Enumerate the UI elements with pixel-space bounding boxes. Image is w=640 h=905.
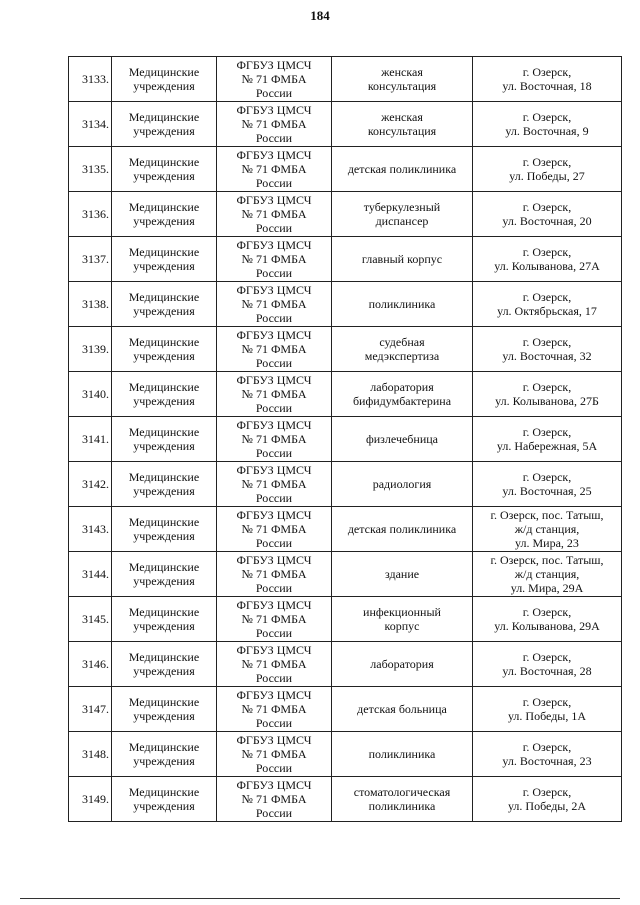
table-row [69,327,622,372]
address-cell: г. Озерск, ул. Победы, 1А [473,687,622,732]
table-row [69,237,622,282]
address-cell: г. Озерск, ул. Восточная, 32 [473,327,622,372]
category-cell: Медицинские учреждения [112,552,217,597]
table-row [69,507,622,552]
organization-cell: ФГБУЗ ЦМСЧ № 71 ФМБА России [217,687,332,732]
facility-description-cell: лаборатория [332,642,473,687]
row-number-cell: 3142. [69,462,112,507]
table-row [69,282,622,327]
address-cell: г. Озерск, ул. Восточная, 25 [473,462,622,507]
address-cell: г. Озерск, ул. Победы, 2А [473,777,622,822]
row-number-cell: 3133. [69,57,112,102]
address-cell: г. Озерск, ул. Колыванова, 27Б [473,372,622,417]
category-cell: Медицинские учреждения [112,372,217,417]
organization-cell: ФГБУЗ ЦМСЧ № 71 ФМБА России [217,282,332,327]
table-row [69,552,622,597]
organization-cell: ФГБУЗ ЦМСЧ № 71 ФМБА России [217,462,332,507]
address-cell: г. Озерск, ул. Колыванова, 29А [473,597,622,642]
category-cell: Медицинские учреждения [112,687,217,732]
organization-cell: ФГБУЗ ЦМСЧ № 71 ФМБА России [217,417,332,462]
facility-description-cell: женская консультация [332,57,473,102]
facility-description-cell: здание [332,552,473,597]
organization-cell: ФГБУЗ ЦМСЧ № 71 ФМБА России [217,732,332,777]
category-cell: Медицинские учреждения [112,777,217,822]
organization-cell: ФГБУЗ ЦМСЧ № 71 ФМБА России [217,597,332,642]
address-cell: г. Озерск, ул. Восточная, 23 [473,732,622,777]
organization-cell: ФГБУЗ ЦМСЧ № 71 ФМБА России [217,507,332,552]
facility-description-cell: поликлиника [332,732,473,777]
organization-cell: ФГБУЗ ЦМСЧ № 71 ФМБА России [217,57,332,102]
table-row [69,102,622,147]
address-cell: г. Озерск, ул. Октябрьская, 17 [473,282,622,327]
organization-cell: ФГБУЗ ЦМСЧ № 71 ФМБА России [217,777,332,822]
table-row [69,777,622,822]
row-number-cell: 3140. [69,372,112,417]
facility-description-cell: туберкулезный диспансер [332,192,473,237]
page-number: 184 [310,8,330,23]
table-row [69,57,622,102]
row-number-cell: 3135. [69,147,112,192]
address-cell: г. Озерск, пос. Татыш, ж/д станция, ул. Мира, 23 [473,507,622,552]
category-cell: Медицинские учреждения [112,642,217,687]
address-cell: г. Озерск, ул. Победы, 27 [473,147,622,192]
row-number-cell: 3145. [69,597,112,642]
organization-cell: ФГБУЗ ЦМСЧ № 71 ФМБА России [217,192,332,237]
row-number-cell: 3139. [69,327,112,372]
facility-description-cell: радиология [332,462,473,507]
table-row [69,417,622,462]
category-cell: Медицинские учреждения [112,507,217,552]
row-number-cell: 3134. [69,102,112,147]
row-number-cell: 3148. [69,732,112,777]
address-cell: г. Озерск, ул. Восточная, 28 [473,642,622,687]
row-number-cell: 3137. [69,237,112,282]
facility-description-cell: лаборатория бифидумбактерина [332,372,473,417]
organization-cell: ФГБУЗ ЦМСЧ № 71 ФМБА России [217,237,332,282]
address-cell: г. Озерск, ул. Колыванова, 27А [473,237,622,282]
category-cell: Медицинские учреждения [112,732,217,777]
table-row [69,147,622,192]
organization-cell: ФГБУЗ ЦМСЧ № 71 ФМБА России [217,327,332,372]
category-cell: Медицинские учреждения [112,282,217,327]
row-number-cell: 3136. [69,192,112,237]
category-cell: Медицинские учреждения [112,147,217,192]
address-cell: г. Озерск, пос. Татыш, ж/д станция, ул. Мира, 29А [473,552,622,597]
bottom-divider [20,898,620,899]
table-row [69,687,622,732]
address-cell: г. Озерск, ул. Набережная, 5А [473,417,622,462]
organization-cell: ФГБУЗ ЦМСЧ № 71 ФМБА России [217,147,332,192]
category-cell: Медицинские учреждения [112,102,217,147]
row-number-cell: 3138. [69,282,112,327]
table-row [69,597,622,642]
facility-description-cell: женская консультация [332,102,473,147]
row-number-cell: 3146. [69,642,112,687]
table-row [69,372,622,417]
facility-description-cell: поликлиника [332,282,473,327]
facility-description-cell: стоматологическая поликлиника [332,777,473,822]
table-row [69,192,622,237]
facility-description-cell: физлечебница [332,417,473,462]
row-number-cell: 3144. [69,552,112,597]
organization-cell: ФГБУЗ ЦМСЧ № 71 ФМБА России [217,552,332,597]
facility-description-cell: главный корпус [332,237,473,282]
facility-description-cell: детская поликлиника [332,507,473,552]
category-cell: Медицинские учреждения [112,57,217,102]
address-cell: г. Озерск, ул. Восточная, 9 [473,102,622,147]
row-number-cell: 3149. [69,777,112,822]
table-row [69,462,622,507]
facility-description-cell: детская больница [332,687,473,732]
organization-cell: ФГБУЗ ЦМСЧ № 71 ФМБА России [217,642,332,687]
facility-description-cell: инфекционный корпус [332,597,473,642]
address-cell: г. Озерск, ул. Восточная, 20 [473,192,622,237]
row-number-cell: 3147. [69,687,112,732]
table-row [69,732,622,777]
address-cell: г. Озерск, ул. Восточная, 18 [473,57,622,102]
row-number-cell: 3141. [69,417,112,462]
category-cell: Медицинские учреждения [112,417,217,462]
category-cell: Медицинские учреждения [112,327,217,372]
category-cell: Медицинские учреждения [112,237,217,282]
registry-table [68,56,622,822]
category-cell: Медицинские учреждения [112,597,217,642]
category-cell: Медицинские учреждения [112,192,217,237]
organization-cell: ФГБУЗ ЦМСЧ № 71 ФМБА России [217,372,332,417]
facility-description-cell: детская поликлиника [332,147,473,192]
facility-description-cell: судебная медэкспертиза [332,327,473,372]
registry-table-body [69,57,622,822]
row-number-cell: 3143. [69,507,112,552]
table-row [69,642,622,687]
category-cell: Медицинские учреждения [112,462,217,507]
organization-cell: ФГБУЗ ЦМСЧ № 71 ФМБА России [217,102,332,147]
